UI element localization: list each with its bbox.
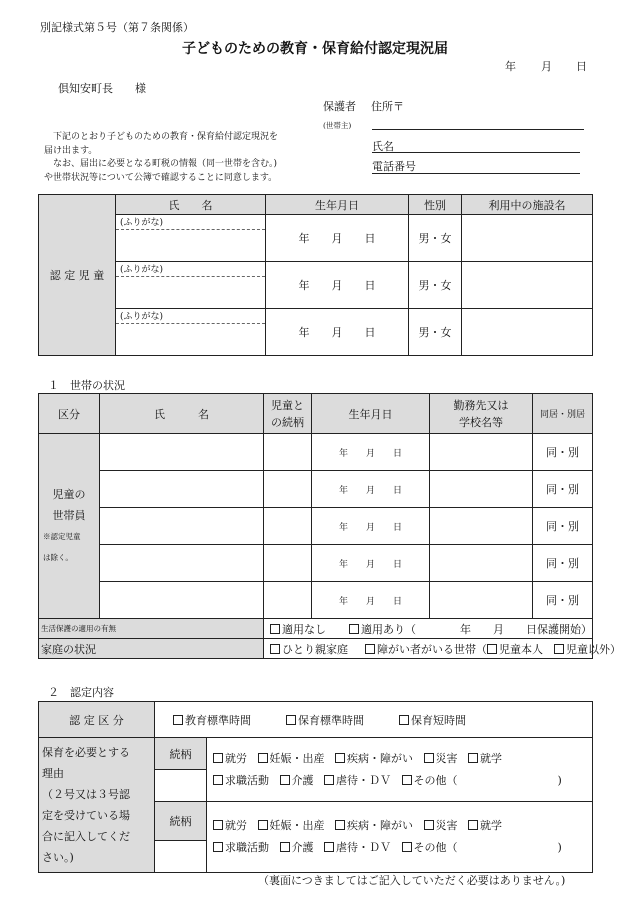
child-name-cell[interactable] — [116, 309, 266, 356]
reason-other-checkbox[interactable] — [402, 775, 412, 785]
name-label: 氏名 — [372, 140, 394, 153]
header-workplace: 勤務先又は 学校名等 — [430, 394, 533, 434]
child-dob[interactable]: 年 月 日 — [266, 262, 409, 309]
member-cohabit[interactable]: 同・別 — [533, 471, 593, 508]
welfare-yes-checkbox[interactable] — [349, 624, 359, 634]
family-options — [264, 639, 621, 659]
furigana-label: (ふりがな) — [116, 309, 265, 324]
member-dob[interactable]: 年 月 日 — [312, 508, 430, 545]
child-dob[interactable]: 年 月 日 — [266, 309, 409, 356]
furigana-label: (ふりがな) — [116, 262, 265, 277]
date-day: 日 — [576, 60, 587, 73]
addressee: 倶知安町長 様 — [58, 82, 146, 95]
reason-other-checkbox[interactable] — [402, 842, 412, 852]
reasons-block-2: 就労 妊娠・出産 疾病・障がい 災害 就学 求職活動 介護 虐待・ＤＶ その他（ ) — [207, 802, 593, 873]
member-cohabit[interactable]: 同・別 — [533, 508, 593, 545]
welfare-none-label: 適用なし — [282, 622, 326, 636]
phone-label: 電話番号 — [372, 160, 416, 173]
statement-line: 届け出ます。 — [44, 145, 98, 156]
statement-line: なお、届出に必要となる町税の情報（同一世帯を含む。) — [44, 159, 278, 169]
reason-disaster-checkbox[interactable] — [424, 753, 434, 763]
family-label: 家庭の状況 — [39, 639, 264, 659]
header-cohabit: 同居・別居 — [533, 394, 593, 434]
member-cohabit[interactable]: 同・別 — [533, 582, 593, 619]
member-workplace[interactable] — [430, 471, 533, 508]
reason-abuse-checkbox[interactable] — [324, 775, 334, 785]
member-dob[interactable]: 年 月 日 — [312, 545, 430, 582]
reason-study-checkbox[interactable] — [468, 753, 478, 763]
header-sex: 性別 — [409, 195, 462, 215]
kubun-options — [155, 702, 593, 738]
member-workplace[interactable] — [430, 434, 533, 471]
member-name[interactable] — [100, 582, 264, 619]
page-title: 子どものための教育・保育給付認定現況届 — [182, 41, 448, 57]
member-dob[interactable]: 年 月 日 — [312, 434, 430, 471]
child-name-cell[interactable] — [116, 215, 266, 262]
single-parent-label: ひとり親家庭 — [282, 642, 348, 656]
member-name[interactable] — [100, 471, 264, 508]
date-month: 月 — [541, 60, 552, 73]
welfare-none-checkbox[interactable] — [270, 624, 280, 634]
reason-disaster-checkbox[interactable] — [424, 820, 434, 830]
household-table — [38, 393, 621, 659]
member-relation[interactable] — [264, 582, 312, 619]
child-dob[interactable]: 年 月 日 — [266, 215, 409, 262]
disability-checkbox[interactable] — [365, 644, 375, 654]
child-sex[interactable]: 男・女 — [409, 309, 462, 356]
date-year: 年 — [505, 60, 516, 73]
reason-work-checkbox[interactable] — [213, 753, 223, 763]
certification-table — [38, 701, 593, 873]
address-line[interactable] — [372, 128, 584, 130]
header-facility: 利用中の施設名 — [462, 195, 593, 215]
reason-illness-checkbox[interactable] — [335, 820, 345, 830]
member-dob[interactable]: 年 月 日 — [312, 582, 430, 619]
member-dob[interactable]: 年 月 日 — [312, 471, 430, 508]
welfare-label: 生活保護の適用の有無 — [39, 619, 264, 639]
relation-label: 続柄 — [155, 738, 207, 770]
child-table — [38, 194, 593, 356]
furigana-label: (ふりがな) — [116, 215, 265, 230]
childcare-std-checkbox[interactable] — [286, 715, 296, 725]
child-facility[interactable] — [462, 215, 593, 262]
member-relation[interactable] — [264, 545, 312, 582]
member-name[interactable] — [100, 545, 264, 582]
kubun-label: 認 定 区 分 — [39, 702, 155, 738]
childcare-short-label: 保育短時間 — [411, 713, 466, 727]
member-workplace[interactable] — [430, 582, 533, 619]
reason-pregnancy-checkbox[interactable] — [258, 753, 268, 763]
consent-statement — [44, 131, 278, 185]
education-std-label: 教育標準時間 — [185, 713, 251, 727]
header-kubun: 区分 — [39, 394, 100, 434]
child-name-cell[interactable] — [116, 262, 266, 309]
member-relation[interactable] — [264, 508, 312, 545]
reasons-block-1: 就労 妊娠・出産 疾病・障がい 災害 就学 求職活動 介護 虐待・ＤＶ その他（ ) — [207, 738, 593, 802]
reason-illness-checkbox[interactable] — [335, 753, 345, 763]
member-workplace[interactable] — [430, 545, 533, 582]
child-self-label: 児童本人 — [499, 642, 543, 656]
relation-label: 続柄 — [155, 802, 207, 841]
header-name: 氏 名 — [100, 394, 264, 434]
address-label: 住所〒 — [371, 100, 404, 113]
form-number: 別記様式第５号（第７条関係） — [40, 21, 194, 34]
childcare-short-checkbox[interactable] — [399, 715, 409, 725]
reason-jobseek-checkbox[interactable] — [213, 842, 223, 852]
header-dob: 生年月日 — [266, 195, 409, 215]
welfare-yes-label: 適用あり（ 年 月 日保護開始） — [361, 622, 592, 636]
relation-value[interactable] — [155, 841, 207, 873]
member-workplace[interactable] — [430, 508, 533, 545]
reason-label: 保育を必要とする 理由 （２号又は３号認 定を受けている場 合に記入してくだ さい。) — [39, 738, 155, 873]
statement-line: 下記のとおり子どものための教育・保育給付認定現況を — [44, 132, 279, 142]
reason-jobseek-checkbox[interactable] — [213, 775, 223, 785]
child-sex[interactable]: 男・女 — [409, 262, 462, 309]
education-std-checkbox[interactable] — [173, 715, 183, 725]
reason-care-checkbox[interactable] — [280, 842, 290, 852]
member-name[interactable] — [100, 508, 264, 545]
reason-pregnancy-checkbox[interactable] — [258, 820, 268, 830]
other-than-child-checkbox[interactable] — [554, 644, 564, 654]
guardian-label: 保護者 — [323, 100, 356, 113]
reason-study-checkbox[interactable] — [468, 820, 478, 830]
member-cohabit[interactable]: 同・別 — [533, 545, 593, 582]
section2-title: ２ 認定内容 — [48, 686, 114, 699]
reason-abuse-checkbox[interactable] — [324, 842, 334, 852]
header-name: 氏 名 — [116, 195, 266, 215]
child-facility[interactable] — [462, 309, 593, 356]
member-cohabit[interactable]: 同・別 — [533, 434, 593, 471]
footer-note: （裏面につきましてはご記入していただく必要はありません。) — [258, 874, 566, 887]
header-relation: 児童と の続柄 — [264, 394, 312, 434]
header-dob: 生年月日 — [312, 394, 430, 434]
child-self-checkbox[interactable] — [487, 644, 497, 654]
childcare-std-label: 保育標準時間 — [298, 713, 364, 727]
member-relation[interactable] — [264, 471, 312, 508]
reason-work-checkbox[interactable] — [213, 820, 223, 830]
statement-line: や世帯状況等について公簿で確認することに同意します。 — [44, 172, 278, 183]
welfare-options — [264, 619, 593, 639]
child-facility[interactable] — [462, 262, 593, 309]
household-side-label: 児童の 世帯員 ※認定児童 は除く。 — [39, 434, 100, 619]
member-relation[interactable] — [264, 434, 312, 471]
relation-value[interactable] — [155, 770, 207, 802]
phone-line[interactable] — [372, 172, 580, 174]
householder-label: (世帯主) — [323, 121, 352, 130]
section1-title: １ 世帯の状況 — [48, 379, 125, 392]
child-side-label: 認 定 児 童 — [39, 195, 116, 356]
member-name[interactable] — [100, 434, 264, 471]
reason-care-checkbox[interactable] — [280, 775, 290, 785]
single-parent-checkbox[interactable] — [270, 644, 280, 654]
child-sex[interactable]: 男・女 — [409, 215, 462, 262]
other-than-child-label: 児童以外） — [566, 642, 621, 656]
disability-label: 障がい者がいる世帯（ — [377, 642, 487, 656]
name-line[interactable] — [372, 151, 580, 153]
